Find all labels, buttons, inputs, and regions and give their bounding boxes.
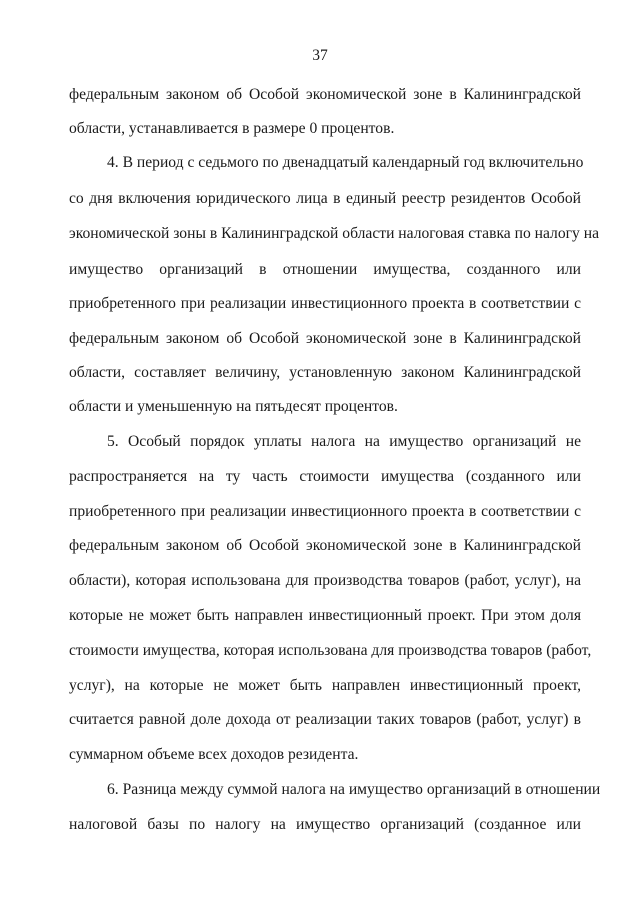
text-line: услуг), на которые не может быть направлен инвестиционный проект,	[69, 677, 581, 694]
text-line: распространяется на ту часть стоимости имущества (созданного или	[69, 468, 581, 485]
text-line: федеральным законом об Особой экономической зоне в Калининградской	[69, 86, 581, 103]
text-line: области, составляет величину, установленную законом Калининградской	[69, 364, 581, 381]
text-line: области и уменьшенную на пятьдесят процентов.	[69, 398, 398, 415]
text-line: приобретенного при реализации инвестиционного проекта в соответствии с	[69, 503, 581, 520]
text-line: федеральным законом об Особой экономической зоне в Калининградской	[69, 330, 581, 347]
text-line: федеральным законом об Особой экономической зоне в Калининградской	[69, 537, 581, 554]
paragraph-start-line: 4. В период с седьмого по двенадцатый календарный год включительно	[107, 154, 584, 171]
text-line: приобретенного при реализации инвестиционного проекта в соответствии с	[69, 295, 581, 312]
text-line: экономической зоны в Калининградской области налоговая ставка по налогу на	[69, 225, 599, 242]
text-line: суммарном объеме всех доходов резидента.	[69, 746, 359, 763]
page-number: 37	[312, 47, 328, 64]
text-line: налоговой базы по налогу на имущество организаций (созданное или	[69, 816, 581, 833]
text-line: области), которая использована для производства товаров (работ, услуг), на	[69, 572, 581, 589]
text-line: которые не может быть направлен инвестиционный проект. При этом доля	[69, 607, 581, 624]
text-line: области, устанавливается в размере 0 процентов.	[69, 120, 395, 137]
text-line: считается равной доле дохода от реализации таких товаров (работ, услуг) в	[69, 711, 581, 728]
paragraph-start-line: 6. Разница между суммой налога на имущество организаций в отношении	[107, 781, 601, 798]
text-line: имущество организаций в отношении имущества, созданного или	[69, 261, 581, 278]
paragraph-start-line: 5. Особый порядок уплаты налога на имущество организаций не	[107, 433, 581, 450]
text-line: со дня включения юридического лица в единый реестр резидентов Особой	[69, 190, 581, 207]
text-line: стоимости имущества, которая использована для производства товаров (работ,	[69, 642, 592, 659]
